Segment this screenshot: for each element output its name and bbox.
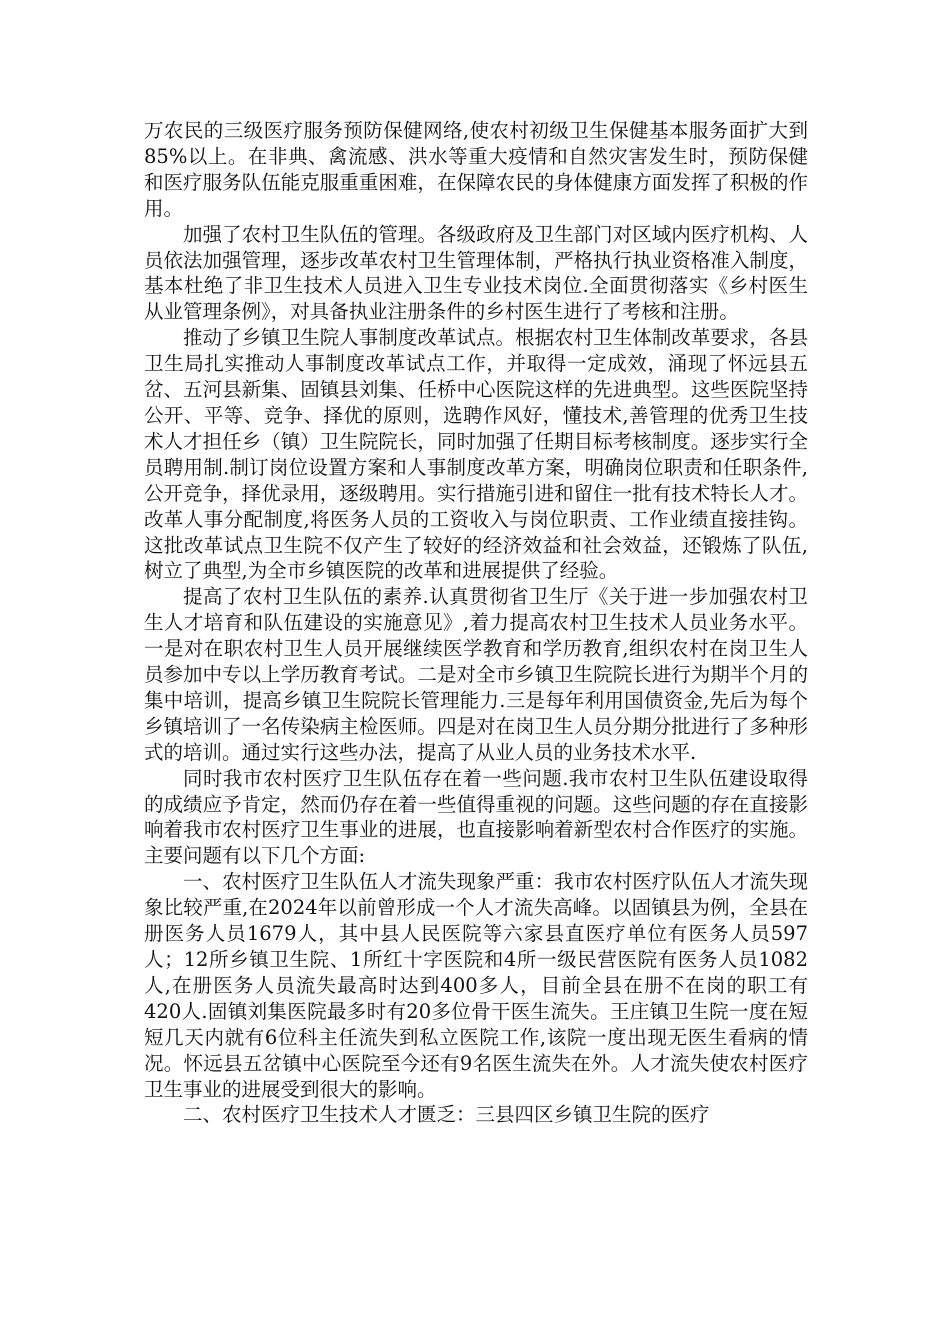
paragraph: 二、农村医疗卫生技术人才匮乏：三县四区乡镇卫生院的医疗	[183, 1103, 710, 1127]
paragraph: 加强了农村卫生队伍的管理。各级政府及卫生部门对区域内医疗机构、人员依法加强管理，逐步改革农村卫生管理体制，严格执行执业资格准入制度，基本杜绝了非卫生技术人员进入卫生专业技术岗位.全面贯彻落实《乡村医生从业管理条例》，对具备执业注册条件的乡村医生进行了考核和注册。	[144, 222, 808, 324]
paragraph: 同时我市农村医疗卫生队伍存在着一些问题.我市农村卫生队伍建设取得的成绩应予肯定，然而仍存在着一些值得重视的问题。这些问题的存在直接影响着我市农村医疗卫生事业的进展，也直接影响着新型农村合作医疗的实施。主要问题有以下几个方面:	[144, 766, 808, 868]
paragraph: 推动了乡镇卫生院人事制度改革试点。根据农村卫生体制改革要求，各县卫生局扎实推动人事制度改革试点工作，并取得一定成效，涌现了怀远县五岔、五河县新集、固镇县刘集、任桥中心医院这样的先进典型。这些医院坚持公开、平等、竞争、择优的原则，选聘作风好，懂技术,善管理的优秀卫生技术人才担任乡（镇）卫生院院长，同时加强了任期目标考核制度。逐步实行全员聘用制.制订岗位设置方案和人事制度改革方案，明确岗位职责和任职条件,公开竞争，择优录用，逐级聘用。实行措施引进和留住一批有技术特长人才。改革人事分配制度,将医务人员的工资收入与岗位职责、工作业绩直接挂钩。这批改革试点卫生院不仅产生了较好的经济效益和社会效益，还锻炼了队伍,树立了典型,为全市乡镇医院的改革和进展提供了经验。	[144, 326, 808, 583]
paragraph: 一、农村医疗卫生队伍人才流失现象严重：我市农村医疗队伍人才流失现象比较严重,在2024年以前曾形成一个人才流失高峰。以固镇县为例，全县在册医务人员1679人，其中县人民医院等六家县直医疗单位有医务人员597人；12所乡镇卫生院、1所红十字医院和4所一级民营医院有医务人员1082人,在册医务人员流失最高时达到400多人，目前全县在册不在岗的职工有420人.固镇刘集医院最多时有20多位骨干医生流失。王庄镇卫生院一度在短短几天内就有6位科主任流失到私立医院工作,该院一度出现无医生看病的情况。怀远县五岔镇中心医院至今还有9名医生流失在外。人才流失使农村医疗卫生事业的进展受到很大的影响。	[144, 870, 808, 1101]
document-body	[144, 118, 808, 1128]
paragraph: 万农民的三级医疗服务预防保健网络,使农村初级卫生保健基本服务面扩大到85%以上。在非典、禽流感、洪水等重大疫情和自然灾害发生时，预防保健和医疗服务队伍能克服重重困难，在保障农民的身体健康方面发挥了积极的作用。	[144, 119, 808, 220]
paragraph: 提高了农村卫生队伍的素养.认真贯彻省卫生厅《关于进一步加强农村卫生人才培育和队伍建设的实施意见》,着力提高农村卫生技术人员业务水平。一是对在职农村卫生人员开展继续医学教育和学历教育,组织农村在岗卫生人员参加中专以上学历教育考试。二是对全市乡镇卫生院院长进行为期半个月的集中培训，提高乡镇卫生院院长管理能力.三是每年利用国债资金,先后为每个乡镇培训了一名传染病主检医师。四是对在岗卫生人员分期分批进行了多种形式的培训。通过实行这些办法，提高了从业人员的业务技术水平.	[144, 585, 808, 764]
